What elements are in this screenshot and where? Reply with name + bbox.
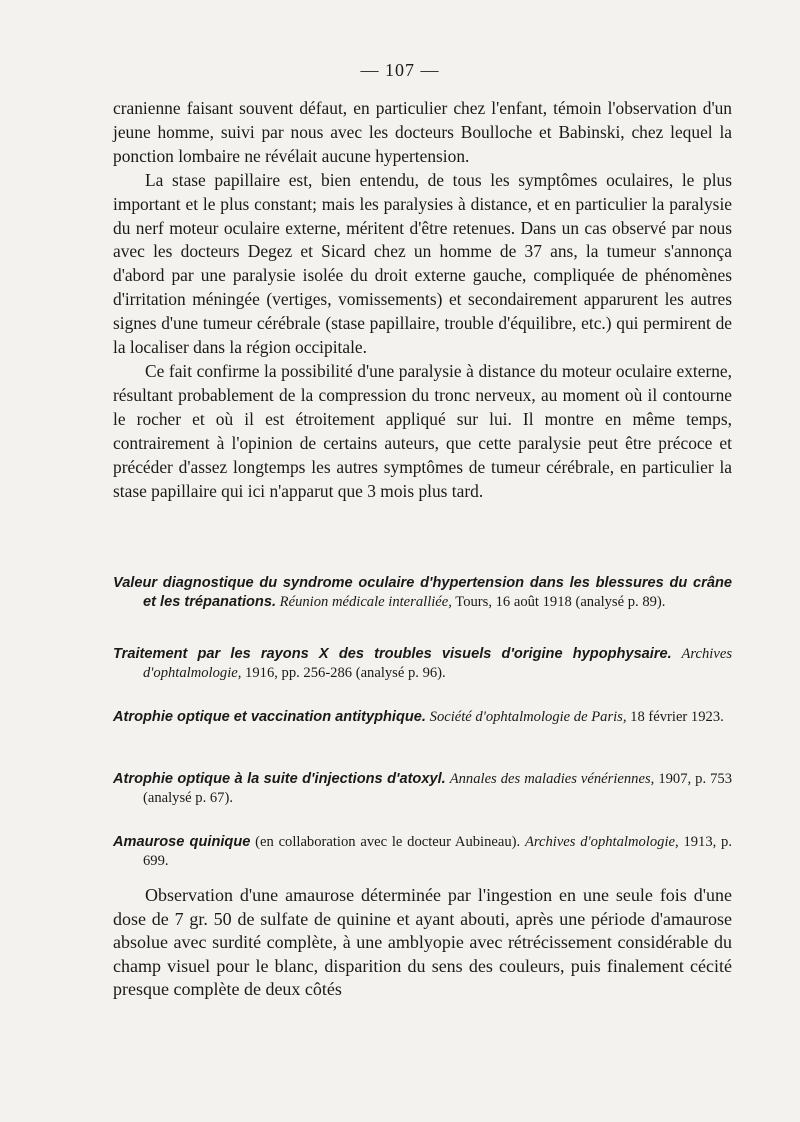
reference-title: Atrophie optique et vaccination antityphique. xyxy=(113,709,426,725)
reference-collaboration: (en collaboration avec le docteur Aubineau). xyxy=(255,834,521,850)
reference-journal: Réunion médicale interalliée, xyxy=(279,594,452,610)
body-text-top xyxy=(113,97,732,503)
reference-details: 1916, pp. 256-286 (analysé p. 96). xyxy=(245,665,446,681)
page-number: — 107 — xyxy=(360,60,440,80)
reference-journal: Archives d'ophtalmologie, xyxy=(143,646,732,681)
bibliography-entry xyxy=(113,708,732,727)
bibliography-entry xyxy=(113,833,732,871)
paragraph: Ce fait confirme la possibilité d'une paralysie à distance du moteur oculaire externe, résultant probablement de la compression du tronc nerveux, au moment où il contourne le rocher et où il est étroitement appliqué sur lui. Il montre en même temps, contrairement à l'opinion de certains auteurs, que cette paralysie peut être précoce et précéder d'assez longtemps les autres symptômes de tumeur cérébrale, en particulier la stase papillaire qui ici n'apparut que 3 mois plus tard. xyxy=(113,360,732,501)
paragraph: La stase papillaire est, bien entendu, de tous les symptômes oculaires, le plus important et le plus constant; mais les paralysies à distance, et en particulier la paralysie du nerf moteur oculaire externe, méritent d'être retenues. Dans un cas observé par nous avec les docteurs Degez et Sicard chez un homme de 37 ans, la tumeur s'annonça d'abord par une paralysie isolée du droit externe gauche, compliquée de phénomènes d'irritation méningée (vertiges, vomissements) et secondairement apparurent les autres signes d'une tumeur cérébrale (stase papillaire, trouble d'équilibre, etc.) qui permirent de la localiser dans la région occipitale. xyxy=(113,169,732,358)
reference-details: Tours, 16 août 1918 (analysé p. 89). xyxy=(455,594,666,610)
body-text-bottom xyxy=(113,884,732,1002)
reference-title: Valeur diagnostique du syndrome oculaire d'hypertension dans les blessures du crâne et les trépanations. xyxy=(113,575,732,610)
reference-details: 1913, p. 699. xyxy=(143,834,733,869)
reference-details: 1907, p. 753 (analysé p. 67). xyxy=(143,771,733,806)
reference-details: 18 février 1923. xyxy=(630,709,724,725)
bibliography-entry xyxy=(113,574,732,612)
reference-title: Amaurose quinique xyxy=(113,834,251,850)
reference-journal: Société d'ophtalmologie de Paris, xyxy=(429,709,627,725)
reference-journal: Archives d'ophtalmologie, xyxy=(524,834,679,850)
reference-journal: Annales des maladies vénériennes, xyxy=(449,771,655,787)
paragraph: cranienne faisant souvent défaut, en particulier chez l'enfant, témoin l'observation d'un jeune homme, suivi par nous avec les docteurs Boulloche et Babinski, chez lequel la ponction lombaire ne révélait aucune hypertension. xyxy=(113,98,732,166)
paragraph: Observation d'une amaurose déterminée par l'ingestion en une seule fois d'une dose de 7 gr. 50 de sulfate de quinine et ayant abouti, après une période d'amaurose absolue avec surdité complète, à une amblyopie avec rétrécissement considérable du champ visuel pour le blanc, disparition du sens des couleurs, puis finalement cécité presque complète de deux côtés xyxy=(113,885,732,1000)
reference-title: Traitement par les rayons X des troubles visuels d'origine hypophysaire. xyxy=(113,646,672,662)
bibliography-entry xyxy=(113,645,732,683)
bibliography-entry xyxy=(113,770,732,808)
reference-title: Atrophie optique à la suite d'injections d'atoxyl. xyxy=(113,771,446,787)
